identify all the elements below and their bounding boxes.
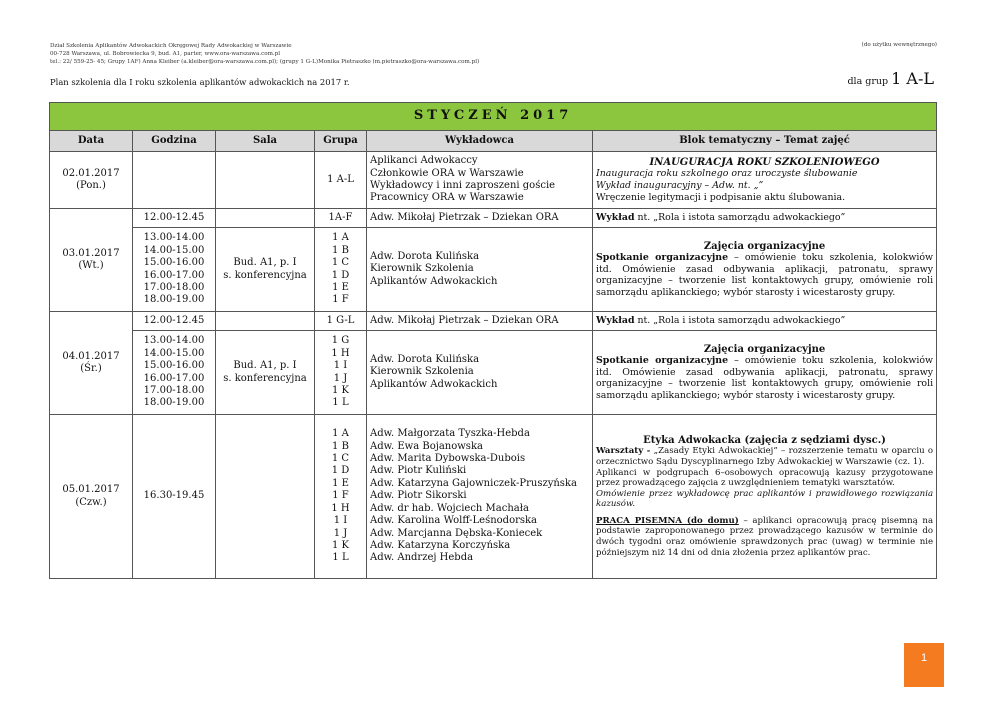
lecturer-line: Adw. Dorota Kulińska (370, 250, 480, 262)
time-slot: 16.00-17.00 (143, 372, 205, 384)
group-cell (315, 331, 367, 415)
date-cell (50, 209, 133, 312)
col-group: Grupa (315, 131, 367, 152)
group-code: 1 A (332, 232, 349, 244)
col-lecturer: Wykładowca (367, 131, 593, 152)
group-code: 1 I (333, 515, 348, 527)
time-slot: 18.00-19.00 (143, 397, 205, 409)
group-code: 1 D (331, 269, 350, 281)
date-cell (50, 415, 133, 579)
topic-cell (593, 312, 937, 331)
lecturer-line: Adw. Andrzej Hebda (370, 552, 474, 564)
group-code: 1 C (331, 453, 350, 465)
day-value: (Czw.) (75, 496, 107, 508)
group-code: 1 D (331, 465, 350, 477)
written-work-text: – aplikanci opracowują pracę pisemną na podstawie zaproponowanego przez prowadzącego kazusów w terminie do dwóch tygodni oraz omówienie sprawdzonych prac (uwag) w terminie nie późniejszym niż 14 dni od dnia złożenia przez aplikantów prac. (596, 515, 934, 558)
date-cell (50, 152, 133, 209)
time-cell (133, 331, 216, 415)
topic-line: Wręczenie legitymacji i podpisanie aktu ślubowania. (596, 191, 846, 203)
group-cell: 1A-F (315, 209, 367, 228)
group-cell (315, 415, 367, 579)
lecture-topic: nt. „Rola i istota samorządu adwokackiego” (634, 315, 846, 327)
workshop-text: „Zasady Etyki Adwokackiej” – rozszerzenie tematu w oparciu o orzecznictwo Sądu Dyscyplinarnego Izby Adwokackiej w Warszawie (cz. 1). (596, 446, 934, 467)
group-code: 1 C (331, 257, 350, 269)
lecturer-cell (367, 152, 593, 209)
room-cell (216, 415, 315, 579)
topic-cell (593, 331, 937, 415)
header-line-2: 00-728 Warszawa, ul. Bobrowiecka 9, bud. A1, parter, www.ora-warszawa.com.pl (50, 51, 281, 57)
lecturer-cell: Adw. Mikołaj Pietrzak – Dziekan ORA (367, 209, 593, 228)
group-code: 1 E (332, 281, 349, 293)
lecturer-line: Adw. Karolina Wolff-Leśnodorska (370, 515, 538, 527)
topic-title: Zajęcia organizacyjne (703, 343, 826, 355)
date-value: 03.01.2017 (62, 247, 120, 259)
lecturer-cell (367, 331, 593, 415)
group-code: 1 F (332, 490, 349, 502)
lecturer-line: Wykładowcy i inni zaproszeni goście (370, 180, 556, 191)
time-slot: 13.00-14.00 (143, 335, 205, 347)
time-cell: 12.00-12.45 (133, 312, 216, 331)
groups-prefix: dla grup (847, 76, 889, 87)
table-row (50, 331, 937, 415)
header-line-1: Dział Szkolenia Aplikantów Adwokackich Okręgowej Rady Adwokackiej w Warszawie (50, 43, 292, 49)
day-value: (Śr.) (80, 363, 102, 374)
lecture-topic: nt. „Rola i istota samorządu adwokackiego” (634, 212, 846, 224)
lecturer-cell (367, 228, 593, 312)
lecturer-line: Adw. Małgorzata Tyszka-Hebda (370, 428, 530, 440)
groups-value: 1 A-L (891, 69, 934, 88)
col-topic: Blok tematyczny – Temat zajęć (593, 131, 937, 152)
col-room: Sala (216, 131, 315, 152)
lecturer-line: Adw. Piotr Sikorski (370, 490, 467, 502)
topic-title: INAUGURACJA ROKU SZKOLENIOWEGO (649, 156, 880, 168)
group-cell (315, 228, 367, 312)
month-banner: STYCZEŃ 2017 (50, 103, 937, 131)
lecturer-line: Aplikanci Adwokaccy (370, 155, 478, 167)
lecturer-line: Adw. Dorota Kulińska (370, 353, 480, 365)
groups-label (847, 69, 934, 88)
time-slot: 18.00-19.00 (143, 294, 205, 306)
internal-use-note: (do użytku wewnętrznego) (861, 42, 937, 48)
lecturer-line: Adw. Katarzyna Korczyńska (370, 539, 511, 551)
group-code: 1 K (331, 384, 349, 396)
group-code: 1 J (333, 372, 348, 384)
column-header-row (50, 131, 937, 152)
lecturer-line: Członkowie ORA w Warszawie (370, 167, 524, 179)
group-code: 1 H (331, 347, 350, 359)
date-value: 05.01.2017 (62, 484, 120, 496)
lecturer-line: Adw. Marcjanna Dębska-Koniecek (370, 527, 543, 539)
org-meeting-text: – omówienie toku szkolenia, kolokwiów itd. Omówienie zasad odbywania aplikacji, patronatu, sprawy organizacyjne – tworzenie list kontaktowych grupy, omówienie roli samorządu aplikanckiego; wybór starosty i wicestarosty grupy. (596, 355, 934, 401)
topic-title: Zajęcia organizacyjne (703, 240, 826, 252)
workshop-text-2: Aplikanci w podgrupach 6–osobowych opracowują kazusy przygotowane przez prowadzącego zajęcia z uwzględnieniem tematyki warsztatów. (596, 467, 934, 489)
table-row (50, 152, 937, 209)
room-building: Bud. A1, p. I (233, 360, 297, 372)
group-code: 1 I (333, 360, 348, 372)
room-name: s. konferencyjna (223, 269, 307, 281)
group-code: 1 J (333, 527, 348, 539)
lecturer-line: Adw. Katarzyna Gajowniczek-Pruszyńska (370, 477, 577, 489)
group-code: 1 H (331, 502, 350, 514)
topic-cell (593, 415, 937, 579)
organization-header (50, 42, 479, 66)
group-code: 1 K (331, 539, 349, 551)
time-slot: 13.00-14.00 (143, 232, 205, 244)
group-cell: 1 G-L (315, 312, 367, 331)
lecture-label: Wykład (596, 212, 635, 224)
topic-cell (593, 209, 937, 228)
lecturer-line: Pracownicy ORA w Warszawie (370, 192, 524, 204)
table-row (50, 312, 937, 331)
org-meeting-label: Spotkanie organizacyjne (596, 252, 729, 264)
room-building: Bud. A1, p. I (233, 257, 297, 269)
page-number-badge: 1 (904, 643, 944, 687)
workshop-label: Warsztaty - (596, 446, 651, 457)
lecturer-line: Adw. dr hab. Wojciech Machała (370, 502, 529, 514)
table-row (50, 228, 937, 312)
written-work-label: PRACA PISEMNA (do domu) (596, 515, 739, 526)
date-value: 04.01.2017 (62, 350, 120, 362)
time-slot: 15.00-16.00 (143, 360, 205, 372)
time-slot: 17.00-18.00 (143, 281, 205, 293)
group-code: 1 B (332, 440, 349, 452)
date-value: 02.01.2017 (62, 167, 120, 179)
day-value: (Pon.) (76, 180, 106, 191)
group-cell: 1 A-L (315, 152, 367, 209)
org-meeting-label: Spotkanie organizacyjne (596, 355, 729, 367)
topic-cell (593, 152, 937, 209)
group-code: 1 F (332, 294, 349, 306)
topic-line: Wykład inauguracyjny – Adw. nt. „” (596, 180, 764, 191)
room-name: s. konferencyjna (223, 372, 307, 384)
topic-title: Etyka Adwokacka (zajęcia z sędziami dysc.) (643, 434, 886, 446)
time-slot: 17.00-18.00 (143, 384, 205, 396)
org-meeting-text: – omówienie toku szkolenia, kolokwiów itd. Omówienie zasad odbywania aplikacji, patronatu, sprawy organizacyjne – tworzenie list kontaktowych grupy, omówienie roli samorządu aplikanckiego; wybór starosty i wicestarosty grupy. (596, 252, 934, 298)
schedule-table (49, 102, 937, 579)
lecturer-line: Kierownik Szkolenia (370, 366, 474, 378)
room-cell (216, 331, 315, 415)
day-value: (Wt.) (78, 260, 104, 271)
lecturer-line: Adw. Ewa Bojanowska (370, 440, 483, 452)
lecturer-line: Aplikantów Adwokackich (370, 378, 498, 390)
group-code: 1 B (332, 244, 349, 256)
table-row (50, 415, 937, 579)
room-cell (216, 228, 315, 312)
lecturer-line: Aplikantów Adwokackich (370, 275, 498, 287)
room-cell (216, 312, 315, 331)
lecturer-line: Adw. Piotr Kuliński (370, 465, 467, 477)
col-date: Data (50, 131, 133, 152)
time-slot: 14.00-15.00 (143, 244, 205, 256)
lecturer-line: Kierownik Szkolenia (370, 263, 474, 275)
time-cell (133, 228, 216, 312)
header-line-3: tel.: 22/ 559-25- 45; Grupy 1AF) Anna Kleiber (a.kleiber@ora-warszawa.com.pl); (grupy 1 G-L)Monika Pietraszko (m.pietraszko@ora-warszawa.com.pl) (50, 59, 480, 65)
lecturer-line: Adw. Marita Dybowska-Dubois (370, 453, 526, 465)
group-code: 1 A (332, 428, 349, 440)
plan-title: Plan szkolenia dla I roku szkolenia aplikantów adwokackich na 2017 r. (50, 77, 350, 87)
time-cell: 12.00-12.45 (133, 209, 216, 228)
room-cell (216, 152, 315, 209)
time-slot: 15.00-16.00 (143, 257, 205, 269)
time-cell (133, 152, 216, 209)
date-cell (50, 312, 133, 415)
group-code: 1 G (331, 335, 350, 347)
workshop-review: Omówienie przez wykładowcę prac aplikantów i prawidłowego rozwiązania kazusów. (596, 488, 934, 510)
topic-cell (593, 228, 937, 312)
group-code: 1 L (332, 552, 349, 564)
lecturer-cell: Adw. Mikołaj Pietrzak – Dziekan ORA (367, 312, 593, 331)
col-time: Godzina (133, 131, 216, 152)
topic-line: Inauguracja roku szkolnego oraz uroczyste ślubowanie (596, 168, 858, 180)
lecture-label: Wykład (596, 315, 635, 327)
time-cell: 16.30-19.45 (133, 415, 216, 579)
time-slot: 14.00-15.00 (143, 347, 205, 359)
room-cell (216, 209, 315, 228)
time-slot: 16.00-17.00 (143, 269, 205, 281)
group-code: 1 E (332, 477, 349, 489)
lecturer-cell (367, 415, 593, 579)
group-code: 1 L (332, 397, 349, 409)
table-row (50, 209, 937, 228)
